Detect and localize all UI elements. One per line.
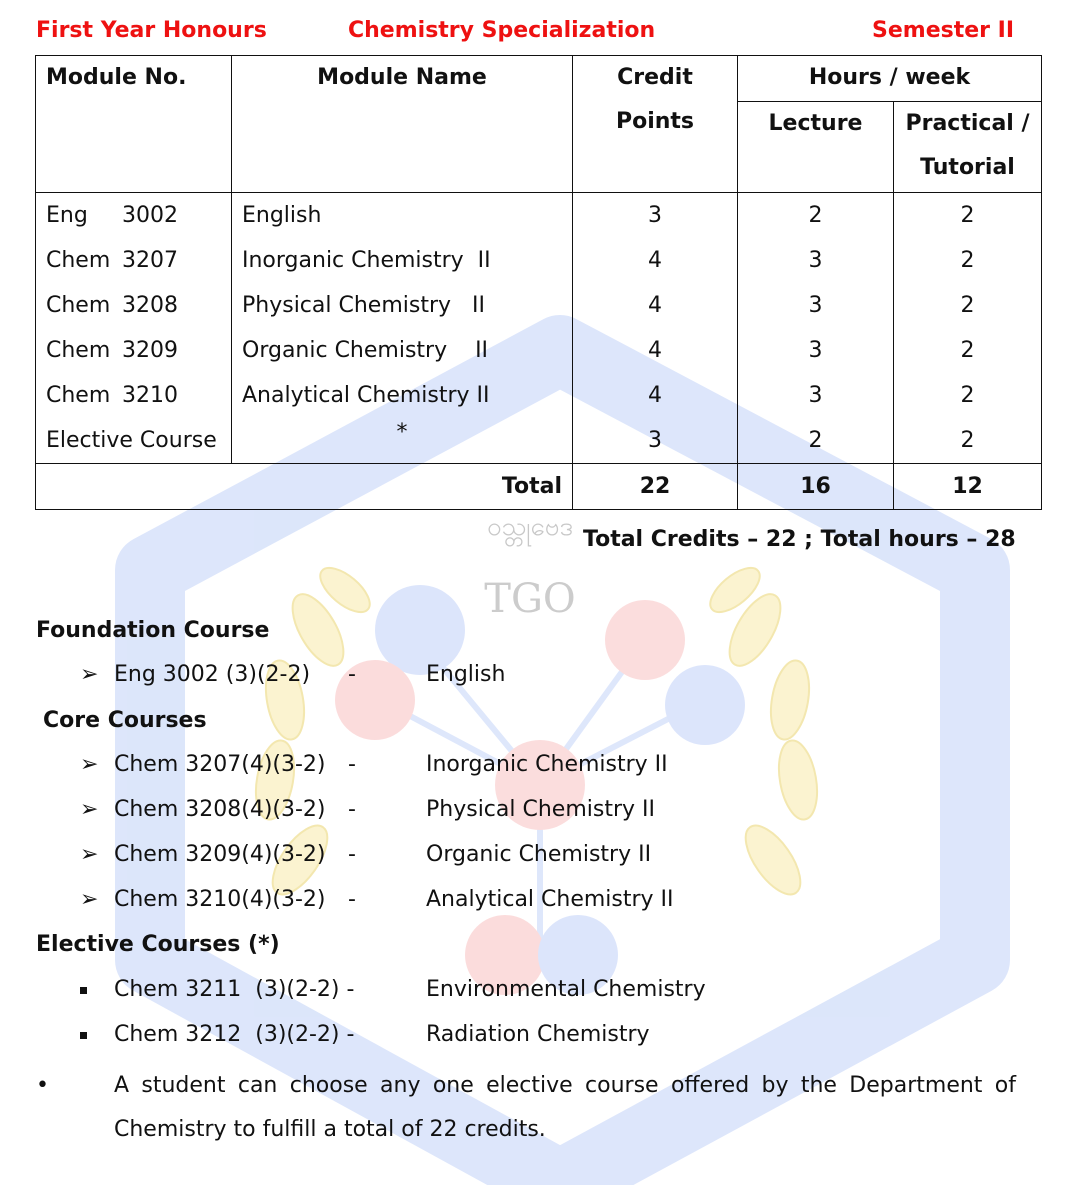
practical-cell: 2 [894,283,1042,328]
credit-cell: 4 [573,238,738,283]
course-name: Organic Chemistry II [426,842,652,867]
course-code: Chem 3209(4)(3-2) [114,842,326,867]
course-code: Chem 3212 (3)(2-2) - [114,1022,355,1047]
module-no-cell [36,238,232,283]
separator: - [348,797,356,822]
table-row [36,418,1042,464]
module-prefix: Chem [46,248,111,273]
lecture-cell: 3 [738,373,894,418]
module-prefix: Chem [46,293,111,318]
square-bullet-icon [80,977,114,1002]
module-no-cell [36,418,232,464]
header-specialization: Chemistry Specialization [348,18,656,43]
separator: - [348,842,356,867]
course-code: Chem 3207(4)(3-2) [114,752,326,777]
course-code: Eng 3002 (3)(2-2) [114,662,311,687]
practical-cell: 2 [894,418,1042,464]
module-no-cell [36,193,232,239]
total-lecture: 16 [738,464,894,510]
dot-bullet-icon: • [36,1073,49,1098]
elective-title: Elective Courses (*) [36,932,280,957]
list-item [80,662,506,687]
square-bullet-icon [80,1022,114,1047]
course-name: Inorganic Chemistry II [426,752,668,777]
foundation-title: Foundation Course [36,618,270,643]
separator: - [348,887,356,912]
header-credit-line1: Credit [617,65,693,90]
total-row [36,464,1042,510]
course-code: Chem 3210(4)(3-2) [114,887,326,912]
module-name-cell: Physical Chemistry II [232,283,573,328]
header-year: First Year Honours [36,18,267,43]
table-row [36,373,1042,418]
list-item [80,752,668,777]
header-hours-week: Hours / week [738,56,1042,102]
header-lecture: Lecture [738,102,894,193]
list-item [80,842,652,867]
credit-cell: 3 [573,418,738,464]
header-module-no: Module No. [36,56,232,193]
table-row [36,238,1042,283]
module-no-cell [36,283,232,328]
course-name: Radiation Chemistry [426,1022,650,1047]
header-credit-points [573,56,738,193]
module-name-cell: Analytical Chemistry II [232,373,573,418]
header-practical-line1: Practical / [905,111,1030,136]
arrow-bullet-icon: ➢ [80,752,99,777]
module-name-cell: English [232,193,573,239]
arrow-bullet-icon: ➢ [80,842,99,867]
list-item [80,797,655,822]
module-number: 3208 [122,293,178,318]
module-number: 3002 [122,203,178,228]
course-name: Physical Chemistry II [426,797,655,822]
watermark-script-text: ဝသ္တုဗေဒ [487,512,573,542]
header-practical [894,102,1042,193]
arrow-bullet-icon: ➢ [80,797,99,822]
core-title: Core Courses [43,708,207,733]
module-prefix: Chem [46,383,111,408]
module-name-cell: Organic Chemistry II [232,328,573,373]
total-label: Total [36,464,573,510]
course-code: Chem 3211 (3)(2-2) - [114,977,355,1002]
header-semester: Semester II [872,18,1015,43]
practical-cell: 2 [894,193,1042,239]
module-prefix: Elective Course [46,428,217,453]
lecture-cell: 3 [738,328,894,373]
course-name: Environmental Chemistry [426,977,706,1002]
module-prefix: Chem [46,338,111,363]
module-number: 3207 [122,248,178,273]
module-name-cell: * [232,418,573,464]
table-row [36,283,1042,328]
separator: - [348,662,356,687]
practical-cell: 2 [894,373,1042,418]
arrow-bullet-icon: ➢ [80,662,99,687]
list-item [80,1022,650,1047]
practical-cell: 2 [894,328,1042,373]
module-number: 3210 [122,383,178,408]
module-prefix: Eng [46,203,88,228]
lecture-cell: 3 [738,238,894,283]
module-no-cell [36,328,232,373]
list-item [80,887,674,912]
watermark-tgo-text: TGO [484,576,576,622]
list-item [80,977,706,1002]
module-no-cell [36,373,232,418]
lecture-cell: 3 [738,283,894,328]
lecture-cell: 2 [738,418,894,464]
course-name: Analytical Chemistry II [426,887,674,912]
table-row [36,328,1042,373]
credit-cell: 3 [573,193,738,239]
arrow-bullet-icon: ➢ [80,887,99,912]
lecture-cell: 2 [738,193,894,239]
elective-note [36,1064,1016,1152]
header-credit-line2: Points [615,109,695,134]
totals-summary: Total Credits – 22 ; Total hours – 28 [583,527,1016,552]
module-table [35,55,1042,510]
separator: - [348,752,356,777]
table-row [36,193,1042,239]
practical-cell: 2 [894,238,1042,283]
credit-cell: 4 [573,283,738,328]
credit-cell: 4 [573,373,738,418]
header-module-name: Module Name [232,56,573,193]
module-number: 3209 [122,338,178,363]
course-name: English [426,662,506,687]
note-text: A student can choose any one elective course offered by the Department of Chemistry to fulfill a total of 22 credits. [114,1073,1016,1142]
module-name-cell: Inorganic Chemistry II [232,238,573,283]
credit-cell: 4 [573,328,738,373]
course-code: Chem 3208(4)(3-2) [114,797,326,822]
total-practical: 12 [894,464,1042,510]
header-practical-line2: Tutorial [920,155,1015,180]
total-credit: 22 [573,464,738,510]
